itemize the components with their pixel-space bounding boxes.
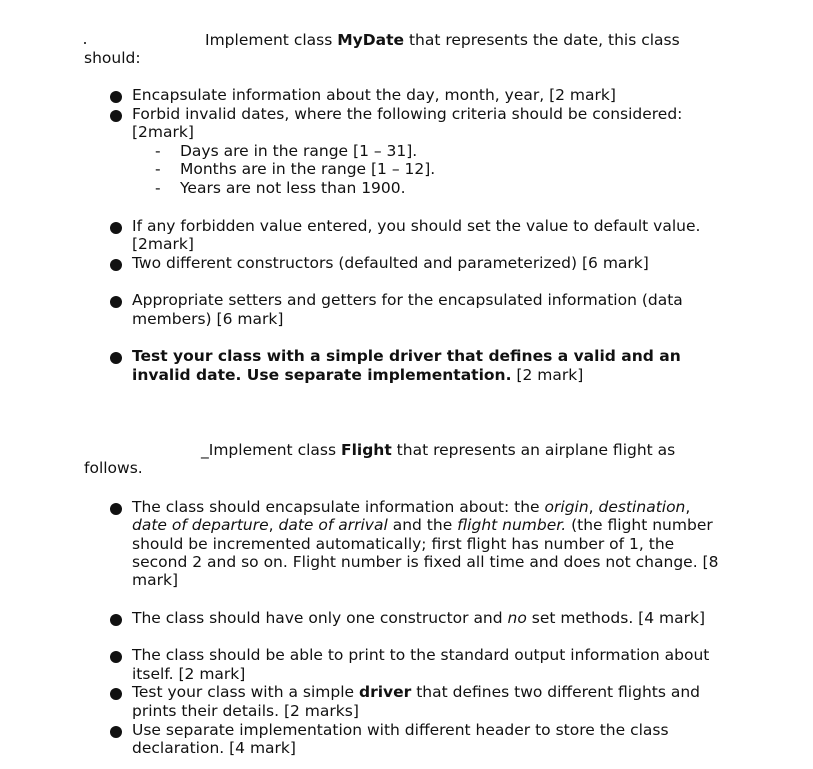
mydate-bullet-5-line-1: Appropriate setters and getters for the encapsulated information (data [132, 291, 683, 309]
bullet-dot [110, 651, 122, 663]
mydate-bullet-2-line-2: [2mark] [132, 123, 194, 141]
flight-bullet-3-line-1: The class should be able to print to the standard output information about [132, 646, 710, 664]
flight-bullet-2: The class should have only one constructor and no set methods. [4 mark] [132, 609, 706, 627]
bullet-dot [110, 110, 122, 122]
flight-bullet-5-line-1: Use separate implementation with different header to store the class [132, 721, 669, 739]
flight-bullet-4-line-1: Test your class with a simple driver that defines two different flights and [132, 683, 701, 701]
mydate-bullet-4: Two different constructors (defaulted and parameterized) [6 mark] [132, 254, 649, 272]
bullet-dot [110, 91, 122, 103]
mydate-bullet-3-line-1: If any forbidden value entered, you should set the value to default value. [132, 217, 701, 235]
bullet-dot [110, 296, 122, 308]
flight-bullet-3-line-2: itself. [2 mark] [132, 665, 246, 683]
bullet-dot [110, 259, 122, 271]
mydate-bullet-2-line-1: Forbid invalid dates, where the following criteria should be considered: [132, 105, 683, 123]
flight-bullet-4-line-2: prints their details. [2 marks] [132, 702, 359, 720]
mydate-bullet-5-line-2: members) [6 mark] [132, 310, 284, 328]
flight-class-name: Flight [340, 441, 392, 459]
flight-intro-continuation: follows. [84, 459, 143, 477]
criteria-days: Days are in the range [1 – 31]. [180, 142, 418, 160]
flight-bullet-1-line-2: date of departure, date of arrival and the flight number. (the flight number [132, 516, 713, 534]
bullet-dot [110, 726, 122, 738]
flight-bullet-5-line-2: declaration. [4 mark] [132, 739, 296, 757]
mydate-test-line-2: invalid date. Use separate implementation. [2 mark] [132, 366, 584, 384]
flight-intro: _Implement class Flight that represents an airplane flight as [201, 441, 676, 459]
flight-bullet-1-line-3: should be incremented automatically; first flight has number of 1, the [132, 535, 675, 553]
bullet-dot [110, 614, 122, 626]
bullet-dot [110, 503, 122, 515]
flight-bullet-1-line-1: The class should encapsulate information about: the origin, destination, [132, 498, 691, 516]
bullet-dot [110, 688, 122, 700]
bullet-dot [110, 352, 122, 364]
criteria-years: Years are not less than 1900. [180, 179, 406, 197]
dash-marker: - [155, 160, 161, 178]
mydate-intro: Implement class MyDate that represents the date, this class [205, 31, 680, 49]
mydate-bullet-3-line-2: [2mark] [132, 235, 194, 253]
mydate-bullet-1: Encapsulate information about the day, month, year, [2 mark] [132, 86, 616, 104]
dash-marker: - [155, 142, 161, 160]
criteria-months: Months are in the range [1 – 12]. [180, 160, 436, 178]
bullet-dot [110, 222, 122, 234]
flight-bullet-1-line-5: mark] [132, 571, 178, 589]
mydate-class-name: MyDate [337, 31, 405, 49]
mydate-test-line-1: Test your class with a simple driver that defines a valid and an [132, 347, 681, 365]
stray-mark [84, 42, 86, 44]
mydate-intro-continuation: should: [84, 49, 141, 67]
dash-marker: - [155, 179, 161, 197]
flight-bullet-1-line-4: second 2 and so on. Flight number is fixed all time and does not change. [8 [132, 553, 719, 571]
